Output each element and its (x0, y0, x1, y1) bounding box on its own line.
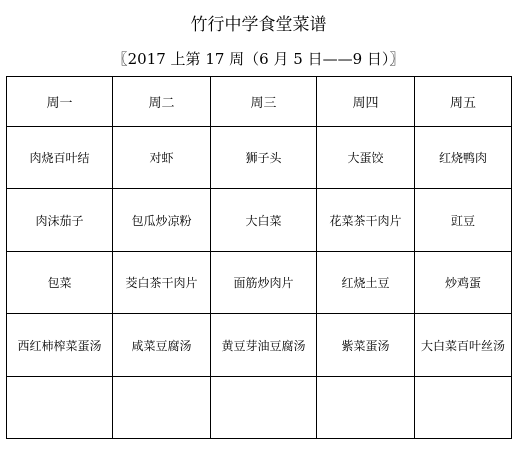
soup-cell: 咸菜豆腐汤 (113, 314, 211, 377)
day-header-tuesday: 周二 (113, 77, 211, 127)
weekly-menu-table (6, 76, 512, 439)
menu-title: 竹行中学食堂菜谱 (190, 15, 327, 35)
empty-cell (113, 377, 211, 439)
table-row (7, 377, 512, 439)
dish-cell: 对虾 (113, 127, 211, 189)
day-header-wednesday: 周三 (211, 77, 317, 127)
dish-cell: 包菜 (7, 252, 113, 314)
dish-cell: 茭白茶干肉片 (113, 252, 211, 314)
dish-cell: 大蛋饺 (317, 127, 415, 189)
soup-cell: 黄豆芽油豆腐汤 (211, 314, 317, 377)
dish-cell: 炒鸡蛋 (415, 252, 512, 314)
dish-cell: 豇豆 (415, 189, 512, 252)
empty-cell (211, 377, 317, 439)
header-row (7, 77, 512, 127)
empty-cell (317, 377, 415, 439)
day-header-monday: 周一 (7, 77, 113, 127)
dish-cell: 肉沫茄子 (7, 189, 113, 252)
soup-cell: 西红柿榨菜蛋汤 (7, 314, 113, 377)
soup-cell: 大白菜百叶丝汤 (415, 314, 512, 377)
dish-cell: 狮子头 (211, 127, 317, 189)
soup-cell: 紫菜蛋汤 (317, 314, 415, 377)
day-header-thursday: 周四 (317, 77, 415, 127)
empty-cell (415, 377, 512, 439)
table-row (7, 252, 512, 314)
table-row (7, 314, 512, 377)
day-header-friday: 周五 (415, 77, 512, 127)
table-row (7, 127, 512, 189)
empty-cell (7, 377, 113, 439)
dish-cell: 大白菜 (211, 189, 317, 252)
table-row (7, 189, 512, 252)
dish-cell: 花菜茶干肉片 (317, 189, 415, 252)
dish-cell: 面筋炒肉片 (211, 252, 317, 314)
menu-week-subtitle: 〖2017 上第 17 周（6 月 5 日——9 日）〗 (112, 50, 405, 68)
dish-cell: 红烧土豆 (317, 252, 415, 314)
dish-cell: 包瓜炒凉粉 (113, 189, 211, 252)
dish-cell: 红烧鸭肉 (415, 127, 512, 189)
dish-cell: 肉烧百叶结 (7, 127, 113, 189)
